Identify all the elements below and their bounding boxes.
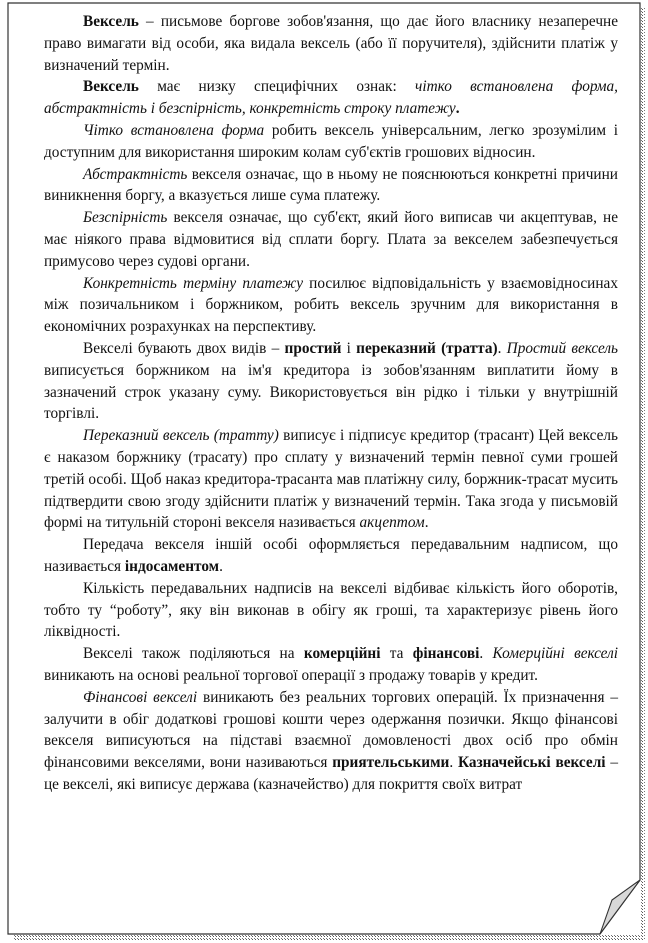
paragraph-p7 — [44, 338, 618, 425]
text-segment: простий — [284, 339, 342, 357]
text-segment: . — [455, 100, 460, 118]
paragraph-p5 — [44, 207, 618, 272]
text-segment: комерційні — [303, 645, 381, 663]
text-segment: . — [424, 514, 429, 532]
text-segment: Чітко встановлена форма — [83, 121, 265, 139]
paragraph-p1 — [44, 11, 618, 76]
text-segment: індосаментом — [124, 557, 220, 575]
text-segment: – письмове боргове зобов'язання, що дає його власнику незаперечне право вимагати від особи, яка видала вексель (або її поручителя), здійснити платіж у визначений термін. — [44, 13, 618, 74]
text-segment: – це векселі, які виписує держава (казначейство) для покриття своїх витрат — [44, 754, 618, 793]
text-segment: фінансові — [412, 645, 480, 663]
text-segment: Простий вексель — [506, 339, 619, 357]
text-segment: . — [479, 645, 493, 663]
paragraph-p4 — [44, 164, 618, 208]
text-segment: Комерційні векселі — [492, 645, 618, 663]
text-segment: Кількість передавальних надписів на векселі відбиває кількість його оборотів, тобто ту “роботу”, яку він виконав в обігу як гроші, та характеризує рівень його ліквідності. — [44, 579, 618, 641]
text-segment: Векселі бувають двох видів – — [83, 339, 285, 357]
text-segment: акцептом — [359, 514, 425, 532]
text-segment: має низку специфічних ознак: — [138, 78, 416, 96]
paragraph-p3 — [44, 120, 618, 164]
text-segment: Фінансові векселі — [83, 688, 198, 706]
paragraph-p10 — [44, 578, 618, 643]
text-segment: виписується боржником на ім'я кредитора із зобов'язанням виплатити йому в зазначений строк указану суму. Використовується він рідко і тільки у внутрішній торгівлі. — [44, 361, 618, 423]
text-segment: векселя означає, що в ньому не пояснюються конкретні причини виникнення боргу, а вказується лише сума платежу. — [44, 165, 618, 205]
text-segment: Безспірність — [83, 209, 168, 227]
text-segment: векселя означає, що суб'єкт, який його виписав чи акцептував, не має ніякого права відмовитися від сплати боргу. Плата за векселем забезпечується примусово через судові органи. — [44, 209, 618, 270]
text-segment: виникають на основі реальної торгової операції з продажу товарів у кредит. — [44, 666, 538, 684]
text-segment: Абстрактність — [83, 165, 188, 183]
text-segment: . — [219, 557, 223, 575]
text-segment: приятельськими — [332, 754, 450, 772]
text-segment: і — [341, 339, 357, 357]
text-segment: . — [449, 754, 458, 772]
text-segment: робить вексель універсальним, легко зрозумілим і доступним для використання широким колам суб'єктів грошових відносин. — [44, 121, 619, 161]
text-segment: та — [380, 645, 413, 663]
text-segment: Казначейські векселі — [457, 754, 606, 772]
text-segment: переказний (тратта) — [356, 339, 498, 357]
text-segment: виписує і підписує кредитор (трасант) Цей вексель є наказом боржнику (трасату) про сплату у визначений термін певної суми грошей третій особі. Щоб наказ кредитора-трасанта мав платіжну силу, боржник-трасат мусить підтвердити свою згоду здійснити платіж у визначений термін. Така згода у письмовій формі на титульній стороні векселя називається — [44, 427, 619, 532]
text-segment: . — [497, 339, 507, 357]
paragraph-p8 — [44, 425, 618, 534]
paragraph-p9 — [44, 534, 618, 578]
text-segment: Передача векселя іншій особі оформляється передавальним надписом, що називається — [44, 536, 618, 575]
paragraph-p2 — [44, 76, 618, 120]
text-segment: Векселі також поділяються на — [83, 645, 304, 663]
text-segment: чітко встановлена форма, абстрактність і безспірність, конкретність строку платежу — [44, 78, 618, 118]
text-segment: Вексель — [83, 13, 139, 30]
text-segment: виникають без реальних торгових операцій. Їх призначення – залучити в обіг додаткові грошові кошти через одержання позички. Якщо фінансові векселя виписуються на підставі взаємної домовленості двох осіб про обмін фінансовими векселями, вони називаються — [44, 688, 618, 772]
text-segment: посилює відповідальність у взаємовідносинах між позичальником і боржником, робить вексель зручним для використання в економічних розрахунках на перспективу. — [44, 274, 618, 336]
paragraph-p6 — [44, 273, 618, 338]
text-segment: Вексель — [83, 78, 139, 96]
text-segment: Конкретність терміну платежу — [83, 274, 303, 292]
paragraph-p12 — [44, 687, 618, 796]
paragraph-p11 — [44, 643, 618, 687]
document-body — [44, 11, 618, 796]
text-segment: Переказний вексель (тратту) — [83, 427, 279, 445]
